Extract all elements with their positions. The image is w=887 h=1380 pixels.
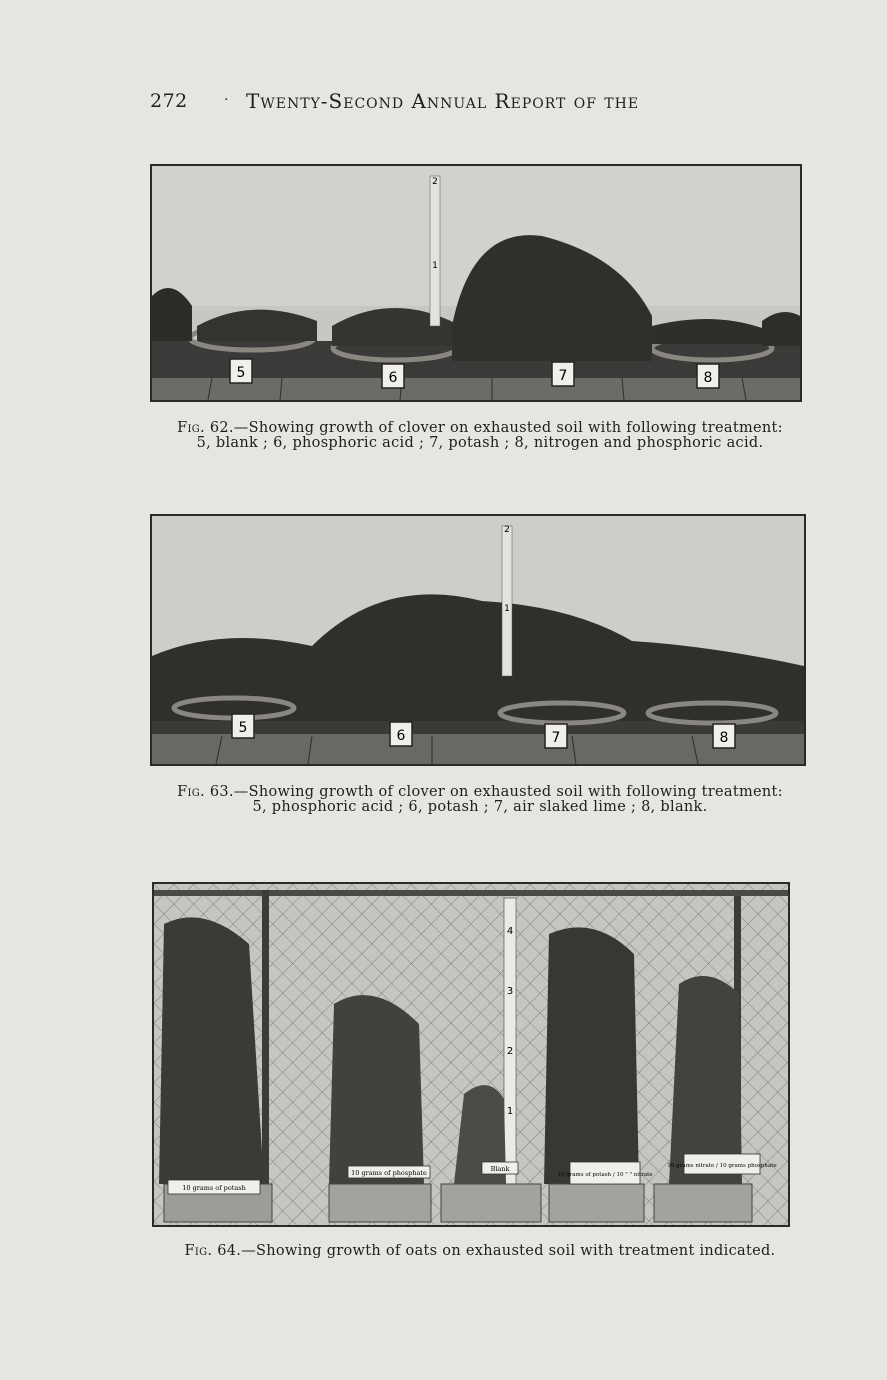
figure-62-caption [140,421,820,451]
pot-label-7: 7 [551,730,561,746]
clover-pots-photo-2 [152,516,804,764]
figure-63-label: Fig. 63. [177,784,234,800]
pot-label-8: 8 [719,730,729,746]
stake-mark-4: 4 [506,926,514,937]
figure-63-photo [150,514,806,766]
pot-label-6: 6 [396,728,406,744]
figure-62-caption-line1: —Showing growth of clover on exhausted soil with following treatment: [233,420,783,436]
stake-mark-3: 3 [506,986,514,997]
running-title: Twenty-Second Annual Report of the [246,89,640,113]
stake-mark-2: 2 [506,1046,514,1057]
clover-pots-photo-1 [152,166,800,400]
stake-mark-1: 1 [504,604,510,614]
pot-label-5: 5 [236,365,246,381]
figure-63-caption-line1: —Showing growth of clover on exhausted soil with following treatment: [233,784,783,800]
page-number: 272 [150,90,188,112]
stake-mark-1: 1 [432,261,438,271]
oats-pots-photo [154,884,788,1225]
sign-nitrate-phosphate: 10 grams nitrate / 10 grams phosphate [667,1163,777,1169]
figure-63-caption-line2: 5, phosphoric acid ; 6, potash ; 7, air slaked lime ; 8, blank. [252,799,708,815]
header-bullet: · [224,92,229,108]
figure-62-photo [150,164,802,402]
stake-mark-1: 1 [506,1106,514,1117]
page-header [150,88,770,118]
figure-64-caption-line1: —Showing growth of oats on exhausted soil with treatment indicated. [241,1243,776,1259]
stake-mark-2: 2 [432,177,438,187]
pot-label-6: 6 [388,370,398,386]
sign-potash: 10 grams of potash [182,1184,246,1192]
pot-label-8: 8 [703,370,713,386]
figure-64-label: Fig. 64. [184,1243,242,1259]
pot-label-5: 5 [238,720,248,736]
sign-phosphate: 10 grams of phosphate [351,1169,427,1177]
figure-62-caption-line2: 5, blank ; 6, phosphoric acid ; 7, potash ; 8, nitrogen and phosphoric acid. [196,435,764,451]
pot-label-7: 7 [558,368,568,384]
stake-mark-2: 2 [504,525,510,535]
figure-63-caption [140,785,820,815]
figure-62-label: Fig. 62. [177,420,234,436]
figure-64-photo [152,882,790,1227]
sign-blank: Blank [490,1165,510,1173]
sign-potash-nitrate: 10 grams of potash / 10 " " nitrate [557,1172,653,1178]
figure-64-caption [140,1244,820,1259]
